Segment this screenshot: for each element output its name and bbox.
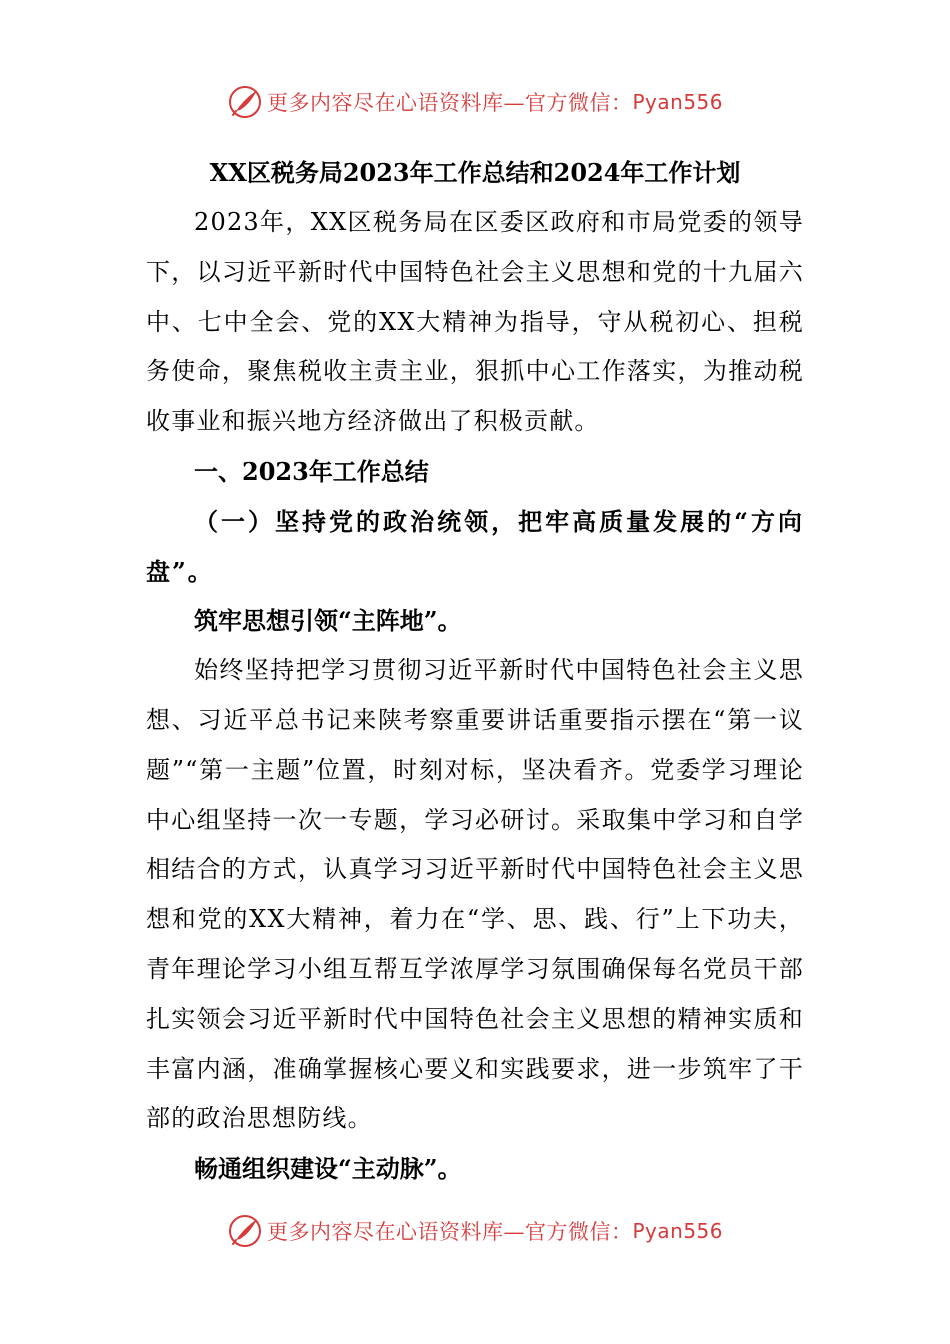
watermark-wechat-id: Pyan556 <box>632 1219 723 1243</box>
watermark-brand-text: 更多内容尽在心语资料库—官方微信： <box>266 91 633 115</box>
point1-body: 始终坚持把学习贯彻习近平新时代中国特色社会主义思想、习近平总书记来陕考察重要讲话重要指示摆在“第一议题”“第一主题”位置，时刻对标，坚决看齐。党委学习理论中心组坚持一次一专题，学习必研讨。采取集中学习和自学相结合的方式，认真学习习近平新时代中国特色社会主义思想和党的XX大精神，着力在“学、思、践、行”上下功夫，青年理论学习小组互帮互学浓厚学习氛围确保每名党员干部扎实领会习近平新时代中国特色社会主义思想的精神实质和丰富内涵，准确掌握核心要义和实践要求，进一步筑牢了干部的政治思想防线。 <box>146 656 804 1133</box>
watermark-banner-bottom <box>0 1211 950 1251</box>
document-page <box>146 148 804 1194</box>
document-title: XX区税务局2023年工作总结和2024年工作计划 <box>209 158 741 187</box>
quill-pen-logo-icon <box>227 1213 263 1249</box>
watermark-banner-top <box>0 82 950 122</box>
watermark-wechat-id: Pyan556 <box>632 90 723 114</box>
watermark-brand-text: 更多内容尽在心语资料库—官方微信： <box>266 1220 633 1244</box>
quill-pen-logo-icon <box>227 84 263 120</box>
point1-heading: 筑牢思想引领“主阵地”。 <box>194 606 462 636</box>
intro-paragraph: 2023年，XX区税务局在区委区政府和市局党委的领导下，以习近平新时代中国特色社会主义思想和党的十九届六中、七中全会、党的XX大精神为指导，守从税初心、担税务使命，聚焦税收主责主业，狠抓中心工作落实，为推动税收事业和振兴地方经济做出了积极贡献。 <box>146 208 804 436</box>
subsection1-heading: （一）坚持党的政治统领，把牢高质量发展的“方向盘”。 <box>146 506 804 586</box>
section1-heading: 一、2023年工作总结 <box>194 456 429 486</box>
point2-heading: 畅通组织建设“主动脉”。 <box>194 1154 462 1184</box>
